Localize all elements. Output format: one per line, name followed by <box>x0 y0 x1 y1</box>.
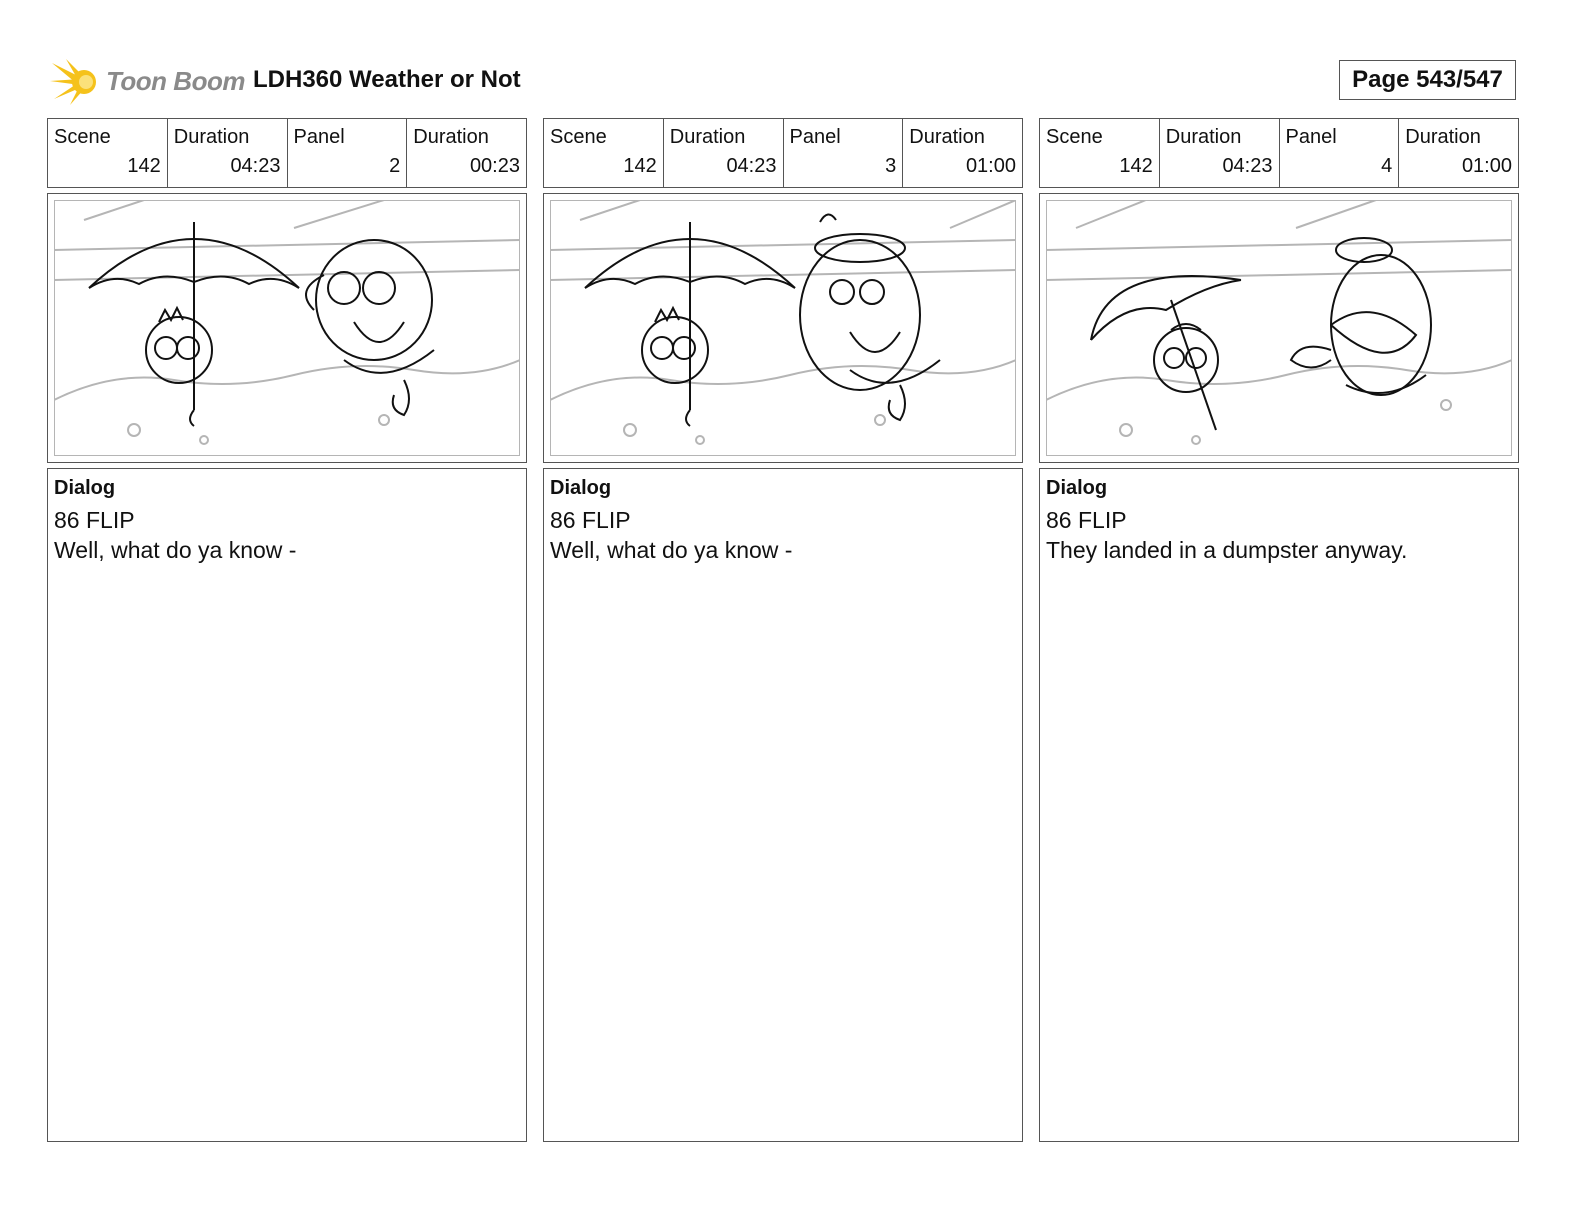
panel-duration-value: 00:23 <box>469 155 520 177</box>
scene-label: Scene <box>1046 126 1103 148</box>
document-title: LDH360 Weather or Not <box>253 66 521 93</box>
scene-value: 142 <box>1119 155 1153 177</box>
panel-metadata <box>1039 118 1519 188</box>
panel-label: Panel <box>1285 126 1337 148</box>
panel-value: 4 <box>1381 155 1393 177</box>
dialog-label: Dialog <box>1046 477 1108 499</box>
panel-label: Panel <box>293 126 345 148</box>
duration-label: Duration <box>413 126 489 148</box>
scene-duration-value: 04:23 <box>726 155 777 177</box>
scene-duration-cell <box>1160 119 1280 187</box>
panel-duration-value: 01:00 <box>1461 155 1512 177</box>
panel-duration-cell <box>407 119 526 187</box>
scene-value: 142 <box>127 155 161 177</box>
dialog-box <box>47 468 527 1142</box>
scene-duration-value: 04:23 <box>230 155 281 177</box>
panel-cell <box>784 119 904 187</box>
duration-label: Duration <box>669 126 746 148</box>
panel-label: Panel <box>789 126 841 148</box>
panel-cell <box>1280 119 1400 187</box>
toon-boom-burst-icon <box>50 55 102 107</box>
scene-duration-cell <box>664 119 784 187</box>
dialog-box <box>543 468 1023 1142</box>
dialog-speaker: 86 FLIP <box>1046 507 1127 533</box>
panel-duration-value: 01:00 <box>965 155 1016 177</box>
panel-metadata <box>47 118 527 188</box>
panel-duration-cell <box>903 119 1022 187</box>
panel-value: 3 <box>885 155 897 177</box>
dialog-line: Well, what do ya know - <box>550 537 793 563</box>
dialog-line: Well, what do ya know - <box>54 537 297 563</box>
panel-metadata <box>543 118 1023 188</box>
dialog-label: Dialog <box>550 477 612 499</box>
scene-cell <box>544 119 664 187</box>
storyboard-sketch <box>1046 200 1512 456</box>
scene-duration-cell <box>168 119 288 187</box>
scene-label: Scene <box>550 126 607 148</box>
panel-column <box>47 118 527 1142</box>
storyboard-sketch <box>550 200 1016 456</box>
brand-name: Toon Boom <box>106 65 245 96</box>
panel-image <box>47 193 527 463</box>
panel-cell <box>288 119 408 187</box>
dialog-label: Dialog <box>54 477 116 499</box>
panel-value: 2 <box>389 155 401 177</box>
scene-value: 142 <box>623 155 657 177</box>
duration-label: Duration <box>173 126 250 148</box>
dialog-box <box>1039 468 1519 1142</box>
dialog-speaker: 86 FLIP <box>550 507 631 533</box>
scene-label: Scene <box>54 126 111 148</box>
scene-cell <box>1040 119 1160 187</box>
panel-image <box>543 193 1023 463</box>
dialog-speaker: 86 FLIP <box>54 507 135 533</box>
dialog-line: They landed in a dumpster anyway. <box>1046 537 1408 563</box>
duration-label: Duration <box>1165 126 1242 148</box>
page-number: Page 543/547 <box>1339 60 1516 100</box>
scene-cell <box>48 119 168 187</box>
panel-image <box>1039 193 1519 463</box>
storyboard-sketch <box>54 200 520 456</box>
toon-boom-logo <box>50 55 245 107</box>
scene-duration-value: 04:23 <box>1222 155 1273 177</box>
panel-column <box>1039 118 1519 1142</box>
panel-duration-cell <box>1399 119 1518 187</box>
panel-column <box>543 118 1023 1142</box>
duration-label: Duration <box>909 126 985 148</box>
duration-label: Duration <box>1405 126 1481 148</box>
